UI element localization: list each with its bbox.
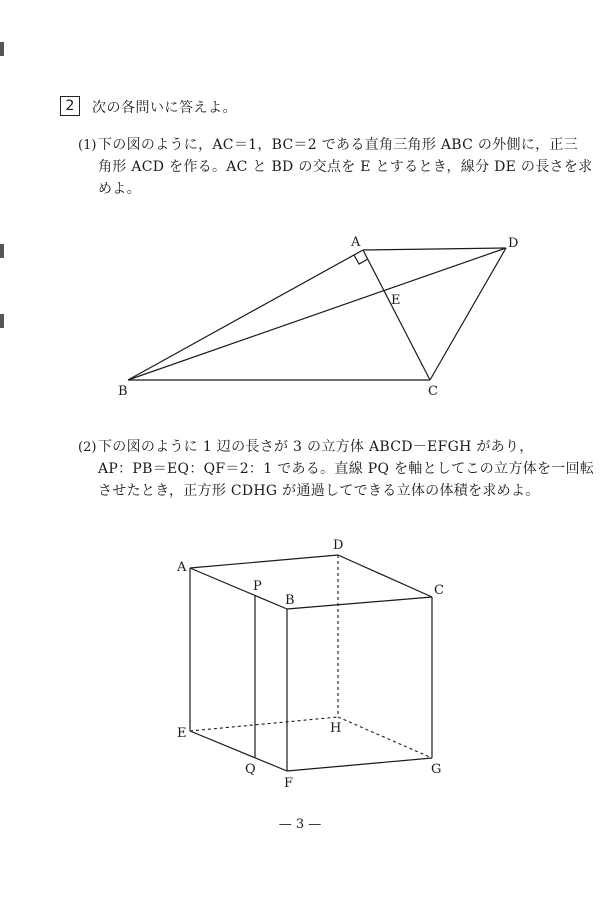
part2-line-3: させたとき，正方形 CDHG が通過してできる立体の体積を求めよ。 xyxy=(98,483,540,499)
figure-triangle xyxy=(128,248,506,380)
edge-hg xyxy=(338,717,432,758)
segment-ad xyxy=(363,248,506,250)
fig2-label-a: A xyxy=(177,560,187,575)
segment-dc xyxy=(430,248,506,380)
fig2-label-h: H xyxy=(330,721,342,736)
part2-line-2: AP：PB＝EQ：QF＝2：1 である。直線 PQ を軸としてこの立方体を一回転 xyxy=(98,461,595,477)
part2-text xyxy=(98,436,595,502)
page-number: — 3 — xyxy=(278,817,322,832)
edge-eh xyxy=(190,717,338,731)
fig1-label-a: A xyxy=(351,235,361,250)
part1-number: (1) xyxy=(78,138,97,153)
part1-line-3: めよ。 xyxy=(98,181,141,197)
edge-fg xyxy=(287,758,432,771)
fig2-label-c: C xyxy=(434,583,444,598)
fig2-label-g: G xyxy=(431,762,442,777)
part1-line-1: 下の図のように，AC＝1，BC＝2 である直角三角形 ABC の外側に，正三 xyxy=(98,137,579,153)
fig1-label-e: E xyxy=(391,293,401,308)
edge-ef xyxy=(190,731,287,771)
figure-cube-hidden-edges xyxy=(190,555,432,758)
edge-da xyxy=(190,555,338,568)
figure-cube xyxy=(190,555,432,771)
part1-line-2: 角形 ACD を作る。AC と BD の交点を E とするとき，線分 DE の長さを求 xyxy=(98,159,593,175)
edge-ab xyxy=(190,568,287,609)
question-title: 次の各問いに答えよ。 xyxy=(92,100,237,116)
part2-number: (2) xyxy=(78,440,97,455)
edge-cd xyxy=(338,555,432,597)
part2-line-1: 下の図のように 1 辺の長さが 3 の立方体 ABCD－EFGH があり， xyxy=(98,439,534,455)
segment-ab xyxy=(128,250,363,380)
fig2-label-q: Q xyxy=(245,762,256,777)
segment-ac xyxy=(363,250,430,380)
fig2-label-b: B xyxy=(285,593,295,608)
fig2-label-f: F xyxy=(284,776,294,791)
fig2-label-d: D xyxy=(333,538,344,553)
fig1-label-b: B xyxy=(118,384,128,399)
question-number-box: 2 xyxy=(60,96,80,116)
segment-bd xyxy=(128,248,506,380)
fig1-label-c: C xyxy=(428,384,438,399)
fig1-label-d: D xyxy=(508,236,519,251)
fig2-label-p: P xyxy=(253,579,262,594)
edge-bc xyxy=(287,597,432,609)
fig2-label-e: E xyxy=(177,726,187,741)
